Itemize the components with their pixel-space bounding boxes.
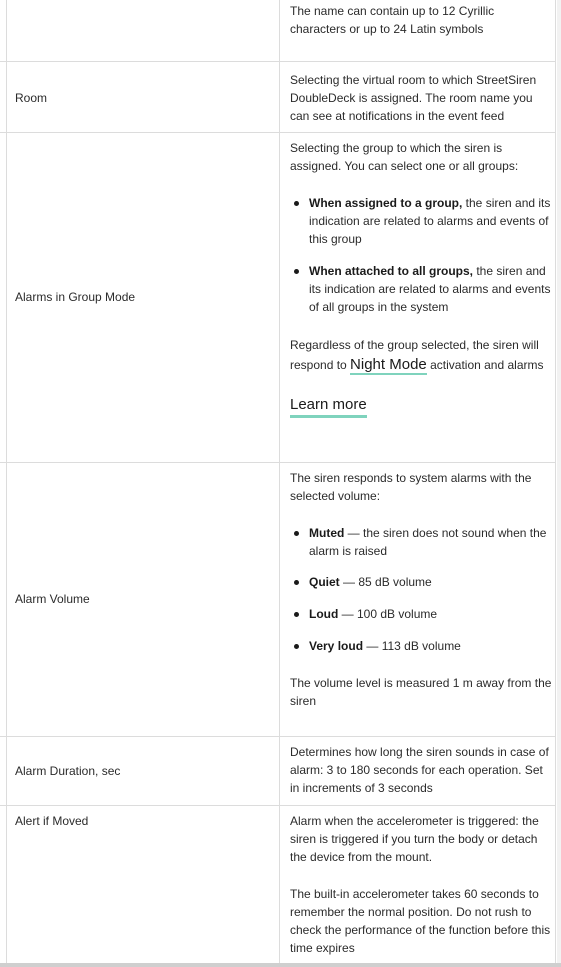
setting-description: Selecting the group to which the siren is assigned. You can select one or all groups:	[290, 141, 519, 173]
setting-description: Selecting the virtual room to which StreetSiren DoubleDeck is assigned. The room name you can see at notifications in the event feed	[290, 73, 537, 123]
setting-description: The siren responds to system alarms with the selected volume:	[290, 471, 532, 503]
night-mode-link[interactable]: Night Mode	[350, 356, 427, 373]
setting-description: The built-in accelerometer takes 60 seconds to remember the normal position. Do not rush to check the performance of the function before this time expires	[290, 887, 551, 955]
setting-description: Regardless of the group selected, the siren will respond to Night Mode activation and alarms	[290, 338, 544, 373]
setting-description: Determines how long the siren sounds in case of alarm: 3 to 180 seconds for each operation. Set in increments of 3 seconds	[290, 745, 549, 795]
setting-label: Alert if Moved	[15, 814, 89, 828]
setting-description-cell	[281, 62, 556, 132]
list-item: Very loud — 113 dB volume	[290, 637, 552, 655]
list-item: When attached to all groups, the siren and its indication are related to alarms and events of all groups in the system	[290, 262, 552, 316]
table-row	[0, 0, 556, 61]
setting-label-cell	[6, 62, 280, 132]
setting-label-cell	[6, 133, 280, 462]
table-row	[0, 61, 556, 132]
table-row	[0, 736, 556, 805]
setting-description: The name can contain up to 12 Cyrillic characters or up to 24 Latin symbols	[290, 4, 495, 36]
setting-label: Alarm Duration, sec	[15, 764, 121, 778]
setting-label-cell	[6, 463, 280, 736]
setting-description: Alarm when the accelerometer is triggered: the siren is triggered if you turn the body or detach the device from the mount.	[290, 814, 539, 864]
setting-label-cell	[6, 806, 280, 967]
bottom-divider	[0, 963, 561, 967]
setting-description-cell	[281, 806, 556, 967]
setting-label-cell	[6, 0, 280, 61]
table-row	[0, 462, 556, 736]
list-item: When assigned to a group, the siren and its indication are related to alarms and events of this group	[290, 194, 552, 248]
setting-description: The volume level is measured 1 m away from the siren	[290, 676, 552, 708]
setting-label: Room	[15, 91, 48, 105]
setting-description-cell	[281, 737, 556, 805]
setting-label: Alarm Volume	[15, 592, 90, 606]
setting-description-cell	[281, 0, 556, 61]
setting-description-cell	[281, 463, 556, 736]
learn-more-link[interactable]: Learn more	[290, 396, 367, 418]
list-item: Muted — the siren does not sound when the alarm is raised	[290, 524, 552, 560]
scrollbar-track[interactable]	[557, 0, 561, 967]
setting-description-cell	[281, 133, 556, 462]
setting-label-cell	[6, 737, 280, 805]
table-row	[0, 132, 556, 462]
table-row	[0, 805, 556, 967]
list-item: Loud — 100 dB volume	[290, 605, 552, 623]
setting-label: Alarms in Group Mode	[15, 290, 136, 304]
list-item: Quiet — 85 dB volume	[290, 573, 552, 591]
